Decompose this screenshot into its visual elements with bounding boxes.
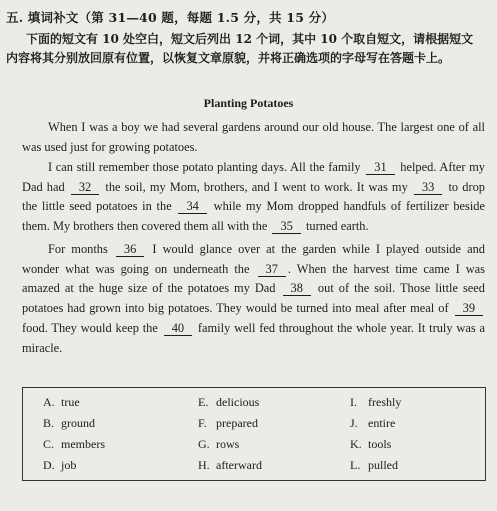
paragraph-line: them. My brothers then covered them all with the 35 turned earth. bbox=[22, 219, 369, 234]
article-title: Planting Potatoes bbox=[203, 96, 294, 110]
blank-33: 33 bbox=[414, 181, 442, 195]
blank-35: 35 bbox=[272, 220, 300, 234]
blank-32: 32 bbox=[71, 181, 99, 195]
paragraph-line: amazed at the huge size of the potatoes my Dad 38 out of the soil. Those little seed bbox=[22, 281, 486, 296]
blank-31: 31 bbox=[366, 161, 394, 175]
paragraph-line: potatoes had grown into big potatoes. They would be turned into meal after meal of 39 bbox=[22, 299, 485, 319]
option-i: I. freshly bbox=[350, 395, 402, 409]
option-b: B. ground bbox=[43, 416, 95, 430]
blank-37: 37 bbox=[258, 263, 286, 277]
paragraph-2 bbox=[22, 158, 485, 237]
word-options-box bbox=[22, 387, 486, 481]
paragraph-line: I can still remember those potato planting days. All the family 31 helped. After my bbox=[48, 160, 485, 174]
blank-34: 34 bbox=[178, 200, 206, 214]
paragraph-line: Dad had 32 the soil, my Mom, brothers, and I went to work. It was my 33 to drop bbox=[22, 179, 485, 194]
blank-39: 39 bbox=[455, 302, 483, 316]
section-instructions bbox=[6, 30, 484, 68]
option-l: L. pulled bbox=[350, 458, 398, 472]
option-g: G. rows bbox=[198, 437, 240, 451]
option-f: F. prepared bbox=[198, 416, 258, 430]
paragraph-line: food. They would keep the 40 family well fed throughout the whole year. It truly was a bbox=[22, 320, 485, 335]
blank-40: 40 bbox=[164, 322, 192, 336]
blank-36: 36 bbox=[116, 243, 144, 257]
paragraph-line: was used just for growing potatoes. bbox=[22, 139, 198, 154]
option-c: C. members bbox=[43, 437, 105, 451]
option-e: E. delicious bbox=[198, 395, 260, 409]
paragraph-line: When I was a boy we had several gardens around our old house. The largest one of all bbox=[48, 120, 485, 134]
option-k: K. tools bbox=[350, 437, 392, 451]
option-h: H. afterward bbox=[198, 458, 262, 472]
paragraph-line: the little seed potatoes in the 34 while my Mom dropped handfuls of fertilizer beside bbox=[22, 199, 486, 214]
paragraph-line: For months 36 I would glance over at the garden while I played outside and bbox=[48, 242, 485, 256]
instruction-line-2: 内容将其分别放回原有位置，以恢复文章原貌，并将正确选项的字母写在答题卡上。 bbox=[6, 51, 451, 65]
option-d: D. job bbox=[43, 458, 77, 472]
instruction-line-1: 下面的短文有 10 处空白，短文后列出 12 个词，其中 10 个取自短文，请根据短文 bbox=[26, 32, 474, 46]
paragraph-1 bbox=[22, 118, 485, 157]
blank-38: 38 bbox=[283, 282, 311, 296]
section-heading: 五. 填词补文（第 31—40 题，每题 1.5 分，共 15 分） bbox=[6, 10, 335, 25]
option-j: J. entire bbox=[350, 416, 396, 430]
paragraph-3 bbox=[22, 240, 485, 358]
paragraph-line: miracle. bbox=[22, 340, 63, 355]
option-a: A. true bbox=[43, 395, 80, 409]
paragraph-line: wonder what was going on underneath the 37 . When the harvest time came I was bbox=[22, 261, 485, 276]
